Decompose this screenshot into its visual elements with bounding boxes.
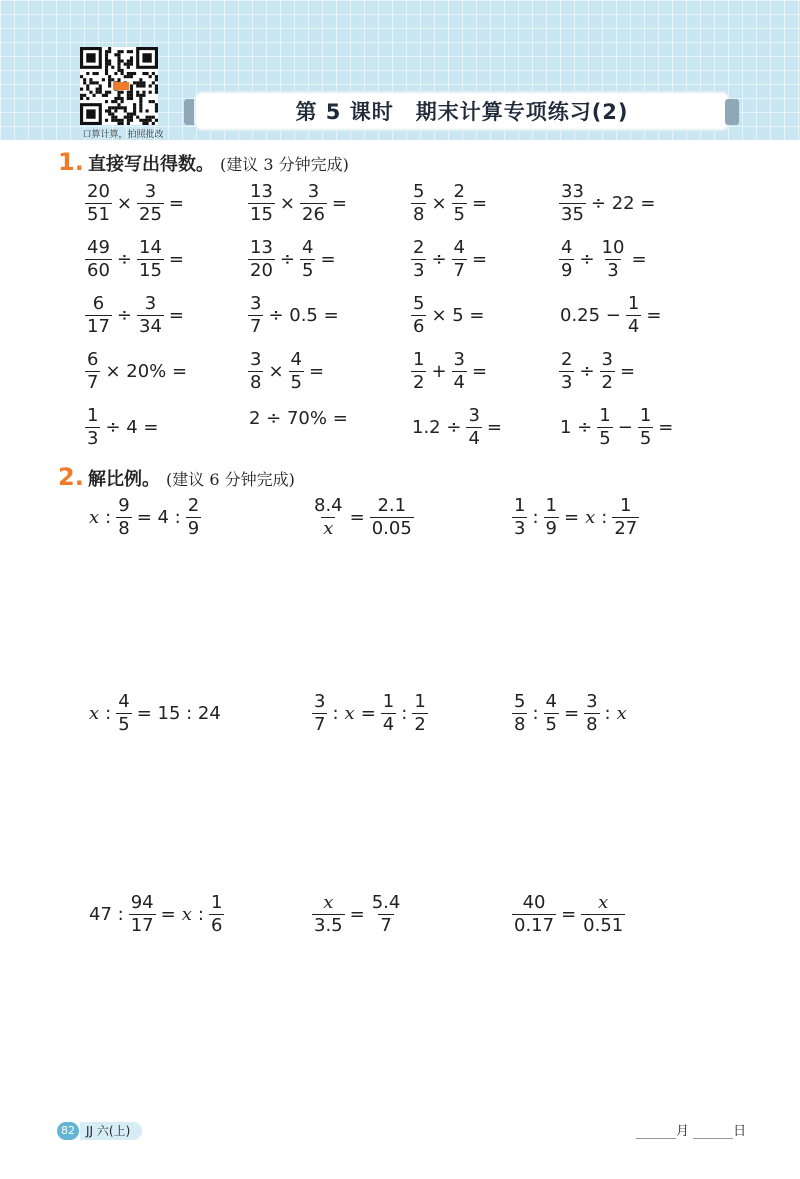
operator: − — [617, 417, 633, 438]
denominator: 34 — [139, 316, 162, 337]
math-expression[interactable] — [246, 351, 327, 405]
numerator: 20 — [87, 181, 110, 202]
denominator: 3 — [514, 518, 526, 539]
operator: ÷ — [116, 305, 132, 326]
fraction — [466, 407, 481, 448]
operator: = — [320, 249, 336, 270]
operator: = 15 : 24 — [136, 703, 221, 724]
fraction — [512, 894, 556, 935]
numerator: 1 — [620, 495, 632, 516]
operator: = — [631, 249, 647, 270]
math-expression[interactable] — [510, 894, 627, 948]
denominator: 3 — [607, 260, 619, 281]
operator: = 4 : — [136, 507, 181, 528]
operator: = — [646, 305, 662, 326]
numerator: 1 — [210, 892, 223, 913]
operator: = — [472, 193, 488, 214]
fraction — [209, 894, 224, 935]
section-hint: (建议 3 分钟完成) — [220, 155, 349, 174]
fraction — [512, 497, 527, 538]
math-expression[interactable] — [557, 351, 638, 405]
operator: + — [431, 361, 447, 382]
variable: x — [89, 507, 100, 528]
fraction — [85, 183, 112, 224]
numerator: 40 — [522, 892, 546, 913]
fraction — [411, 295, 426, 336]
fraction — [85, 295, 112, 336]
numerator: 5.4 — [371, 892, 401, 913]
operator: : — [604, 703, 611, 724]
operator: : — [332, 703, 339, 724]
numerator: 4 — [302, 237, 314, 258]
operator: = — [486, 417, 502, 438]
section-2-heading — [58, 463, 295, 491]
operator: = — [331, 193, 347, 214]
math-expression[interactable] — [86, 693, 224, 747]
operator: = — [360, 703, 376, 724]
variable: x — [616, 703, 627, 724]
day-label: 日 — [733, 1124, 747, 1139]
denominator: 15 — [250, 204, 273, 225]
numerator: 5 — [514, 691, 526, 712]
operator: : — [105, 703, 112, 724]
operator: = — [168, 193, 184, 214]
numerator: 2.1 — [377, 495, 407, 516]
operator: = — [160, 904, 176, 925]
denominator: 7 — [380, 915, 392, 936]
fraction — [581, 894, 625, 935]
math-expression[interactable] — [409, 351, 490, 405]
operator: = — [658, 417, 674, 438]
denominator: 5 — [290, 372, 302, 393]
operator: 1.2 ÷ — [412, 417, 462, 438]
denominator: x — [323, 518, 334, 539]
denominator: 5 — [639, 428, 652, 449]
numerator: 4 — [561, 237, 573, 258]
fraction — [300, 239, 315, 280]
denominator: 2 — [601, 372, 613, 393]
lesson-title-bar — [196, 93, 728, 129]
numerator: 3 — [601, 349, 613, 370]
operator: ÷ 22 = — [590, 193, 656, 214]
operator: 0.25 − — [560, 305, 621, 326]
denominator: 9 — [561, 260, 573, 281]
denominator: 51 — [87, 204, 110, 225]
denominator: 4 — [627, 316, 640, 337]
math-expression[interactable] — [83, 407, 162, 461]
fraction — [411, 351, 426, 392]
variable: x — [344, 703, 355, 724]
denominator: 2 — [413, 372, 425, 393]
numerator: 49 — [87, 237, 110, 258]
operator: : — [532, 507, 539, 528]
fraction — [597, 407, 612, 448]
denominator: 5 — [302, 260, 314, 281]
operator: × — [279, 193, 295, 214]
denominator: 6 — [210, 915, 223, 936]
fraction — [300, 183, 327, 224]
denominator: 5 — [545, 714, 557, 735]
fraction — [411, 239, 426, 280]
numerator: 13 — [250, 237, 273, 258]
math-expression[interactable] — [246, 239, 339, 293]
numerator: 3 — [250, 349, 262, 370]
operator: ÷ 0.5 = — [268, 305, 339, 326]
numerator: 33 — [561, 181, 584, 202]
operator: × — [116, 193, 132, 214]
page-title: 第 5 课时 期末计算专项练习(2) — [295, 100, 629, 124]
numerator: 2 — [561, 349, 573, 370]
fraction — [248, 295, 263, 336]
operator: ÷ — [579, 361, 595, 382]
fraction — [626, 295, 641, 336]
fraction — [116, 693, 131, 734]
math-expression[interactable] — [310, 894, 404, 948]
denominator: 5 — [453, 204, 465, 225]
operator: ÷ — [579, 249, 595, 270]
numerator: 1 — [382, 691, 395, 712]
fraction — [370, 497, 414, 538]
fraction — [584, 693, 599, 734]
denominator: 20 — [250, 260, 273, 281]
fraction — [137, 295, 164, 336]
operator: = — [349, 507, 365, 528]
numerator: 1 — [627, 293, 640, 314]
math-expression[interactable] — [83, 295, 187, 349]
fraction — [137, 183, 164, 224]
math-expression[interactable] — [310, 693, 430, 747]
variable: x — [89, 703, 100, 724]
math-expression[interactable] — [83, 183, 187, 237]
numerator: 3 — [453, 349, 465, 370]
denominator: 0.51 — [583, 915, 624, 936]
denominator: 0.17 — [514, 915, 555, 936]
numerator: 1 — [413, 349, 425, 370]
operator: ÷ — [431, 249, 447, 270]
operator: ÷ 4 = — [105, 417, 159, 438]
denominator: 4 — [468, 428, 480, 449]
fraction — [512, 693, 527, 734]
section-1-heading — [58, 148, 349, 176]
variable: x — [181, 904, 192, 925]
denominator: 7 — [250, 316, 262, 337]
numerator: 5 — [413, 293, 425, 314]
fraction — [411, 183, 426, 224]
fraction — [381, 693, 396, 734]
fraction — [312, 693, 327, 734]
math-expression[interactable] — [409, 239, 490, 293]
operator: = — [168, 305, 184, 326]
fraction — [559, 239, 574, 280]
denominator: 4 — [382, 714, 395, 735]
numerator: 2 — [187, 495, 200, 516]
operator: = — [561, 904, 577, 925]
operator: ÷ — [116, 249, 132, 270]
math-expression[interactable] — [246, 295, 342, 349]
numerator: 3 — [144, 181, 157, 202]
section-number: 1. — [58, 148, 84, 176]
fraction — [452, 351, 467, 392]
denominator: 4 — [453, 372, 465, 393]
math-expression[interactable] — [409, 295, 488, 349]
operator: × — [268, 361, 284, 382]
denominator: 27 — [614, 518, 638, 539]
operator: : — [197, 904, 204, 925]
denominator: 3 — [413, 260, 425, 281]
title-tab-right — [725, 99, 739, 125]
math-expression[interactable] — [83, 351, 190, 405]
fraction — [248, 239, 275, 280]
numerator: 4 — [118, 691, 130, 712]
denominator: 35 — [561, 204, 584, 225]
math-expression[interactable] — [86, 894, 226, 948]
fraction — [129, 894, 156, 935]
operator: × 5 = — [431, 305, 485, 326]
math-expression[interactable] — [510, 693, 630, 747]
operator: 1 ÷ — [560, 417, 593, 438]
numerator: 1 — [545, 495, 557, 516]
denominator: 2 — [414, 714, 426, 735]
fraction — [137, 239, 164, 280]
date-field — [636, 1120, 746, 1139]
fraction — [452, 183, 467, 224]
section-title: 直接写出得数。 — [88, 154, 214, 175]
math-expression[interactable] — [310, 497, 416, 551]
denominator: 0.05 — [371, 518, 412, 539]
fraction — [248, 351, 263, 392]
denominator: 8 — [586, 714, 598, 735]
denominator: 17 — [130, 915, 154, 936]
fraction — [85, 351, 100, 392]
fraction — [544, 497, 559, 538]
denominator: 3 — [87, 428, 99, 449]
math-expression[interactable] — [83, 239, 187, 293]
operator: ÷ — [279, 249, 295, 270]
variable: x — [585, 507, 596, 528]
numerator: 6 — [87, 349, 99, 370]
denominator: 15 — [139, 260, 162, 281]
operator: = — [563, 507, 580, 528]
math-expression[interactable] — [557, 295, 664, 349]
denominator: 8 — [413, 204, 425, 225]
operator: × — [431, 193, 447, 214]
fraction — [559, 183, 586, 224]
fraction — [312, 894, 345, 935]
fraction — [85, 239, 112, 280]
book-label: JJ 六(上) — [80, 1122, 142, 1140]
numerator: 10 — [601, 237, 625, 258]
operator: = — [349, 904, 365, 925]
numerator: 4 — [453, 237, 465, 258]
fraction — [452, 239, 467, 280]
operator: = — [309, 361, 325, 382]
math-expression[interactable] — [246, 183, 350, 237]
math-expression[interactable] — [86, 497, 203, 551]
fraction — [85, 407, 100, 448]
numerator: 6 — [92, 293, 105, 314]
fraction — [312, 497, 345, 538]
month-blank[interactable] — [636, 1125, 676, 1139]
numerator: 3 — [468, 405, 480, 426]
fraction — [186, 497, 201, 538]
fraction — [116, 497, 131, 538]
math-expression[interactable] — [557, 183, 658, 237]
numerator: 13 — [250, 181, 273, 202]
operator: = — [168, 249, 184, 270]
math-expression[interactable] — [409, 183, 490, 237]
section-title: 解比例。 — [88, 469, 160, 490]
day-blank[interactable] — [693, 1125, 733, 1139]
operator: = — [472, 361, 488, 382]
numerator: 94 — [130, 892, 154, 913]
denominator: 8 — [118, 518, 130, 539]
fraction — [248, 183, 275, 224]
numerator: 1 — [414, 691, 426, 712]
denominator: 3 — [561, 372, 573, 393]
denominator: 8 — [250, 372, 262, 393]
denominator: 9 — [187, 518, 200, 539]
fraction — [559, 351, 574, 392]
numerator: 1 — [87, 405, 99, 426]
denominator: 7 — [87, 372, 99, 393]
operator: 47 : — [89, 904, 124, 925]
fraction — [612, 497, 639, 538]
fraction — [289, 351, 304, 392]
numerator: 3 — [144, 293, 157, 314]
operator: : — [601, 507, 608, 528]
fraction — [370, 894, 403, 935]
operator: : — [532, 703, 539, 724]
qr-code-icon[interactable] — [80, 47, 158, 125]
operator: = — [472, 249, 488, 270]
numerator: 14 — [139, 237, 162, 258]
numerator: 5 — [413, 181, 425, 202]
math-expression[interactable] — [246, 407, 351, 461]
denominator: 8 — [514, 714, 526, 735]
fraction — [600, 351, 615, 392]
operator: : — [105, 507, 112, 528]
fraction — [412, 693, 427, 734]
month-label: 月 — [676, 1124, 690, 1139]
denominator: 5 — [118, 714, 130, 735]
denominator: 25 — [139, 204, 162, 225]
page-number-badge: 82 — [57, 1122, 79, 1140]
fraction — [600, 239, 627, 280]
numerator: 2 — [453, 181, 465, 202]
denominator: 6 — [413, 316, 425, 337]
numerator: 4 — [290, 349, 302, 370]
denominator: 26 — [302, 204, 325, 225]
denominator: 9 — [545, 518, 557, 539]
numerator: 1 — [514, 495, 526, 516]
math-expression[interactable] — [557, 239, 650, 293]
denominator: 5 — [599, 428, 611, 449]
section-number: 2. — [58, 463, 84, 491]
numerator: 9 — [118, 495, 130, 516]
operator: × 20% = — [105, 361, 188, 382]
fraction — [638, 407, 653, 448]
numerator: x — [323, 892, 334, 913]
operator: = — [563, 703, 580, 724]
denominator: 7 — [314, 714, 326, 735]
numerator: 8.4 — [314, 495, 343, 516]
numerator: 3 — [250, 293, 262, 314]
denominator: 3.5 — [314, 915, 343, 936]
fraction — [544, 693, 559, 734]
operator: = — [620, 361, 636, 382]
denominator: 7 — [453, 260, 465, 281]
denominator: 17 — [87, 316, 110, 337]
math-expression[interactable] — [557, 407, 676, 461]
numerator: 1 — [599, 405, 611, 426]
numerator: 3 — [307, 181, 320, 202]
numerator: 3 — [314, 691, 326, 712]
math-expression[interactable] — [409, 407, 505, 461]
numerator: 3 — [586, 691, 598, 712]
numerator: x — [598, 892, 609, 913]
numerator: 2 — [413, 237, 425, 258]
denominator: 60 — [87, 260, 110, 281]
section-hint: (建议 6 分钟完成) — [166, 470, 295, 489]
qr-caption: 口算计算，拍照批改 — [82, 130, 164, 140]
numerator: 1 — [639, 405, 652, 426]
operator: : — [401, 703, 408, 724]
operator: 2 ÷ 70% = — [249, 407, 348, 429]
numerator: 4 — [545, 691, 557, 712]
math-expression[interactable] — [510, 497, 641, 551]
